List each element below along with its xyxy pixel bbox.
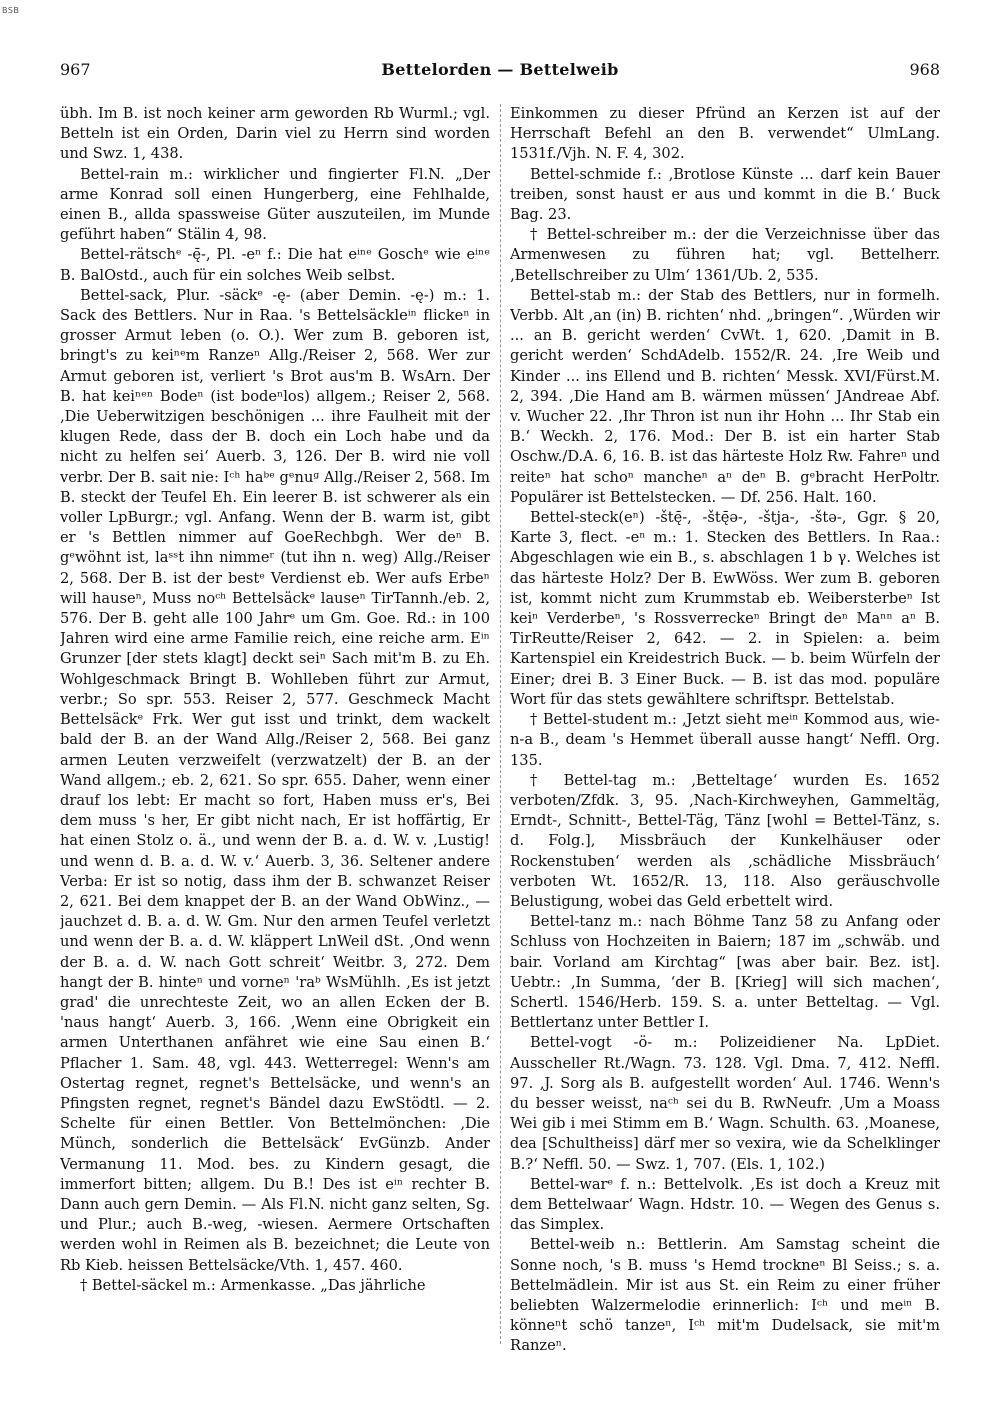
- entry-bettel-rain: Bettel-rain m.: wirklicher und fingierter Fl.N. „Der arme Konrad soll einen Hungerberg, eine Fehlhalde, einen B., allda spassweise Güter auszuteilen, im Munde geführt haben“ Stälin 4, 98.: [60, 165, 490, 244]
- library-stamp: BSB: [2, 6, 20, 15]
- entry-bettel-tag: † Bettel-tag m.: ‚Betteltage‘ wurden Es. 1652 verboten/Zfdk. 3, 95. ‚Nach-Kirchweyhen, Gammeltäg, Erndt-, Schnitt-, Bettel-Täg, Tänz [wohl = Bettel-Tänz, s. d. Folg.], Missbräuch der Kunkelhäuser oder Rockenstuben‘ werden als ‚schädliche Missbräuch‘ verboten Wt. 1652/R. 13, 118. Also geräuschvolle Belustigung, wobei das Geld erbettelt wird.: [510, 771, 940, 910]
- left-column: [60, 104, 490, 1384]
- column-divider: [500, 104, 501, 1344]
- entry-bettel-vogt: Bettel-vogt -ö- m.: Polizeidiener Na. LpDiet. Ausscheller Rt./Wagn. 73. 128. Vgl. Dma. 7, 412. Neffl. 97. ‚J. Sorg als B. aufgestellt worden‘ Aul. 1746. Wenn's du besser weisst, naᶜʰ sei du B. RwNeufr. ‚Um a Moass Wei gib i mei Stimm em B.‘ Wagn. Schulth. 63. ‚Moanese, dea [Schultheiss] därf mer so vexira, wie da Schelklinger B.?‘ Neffl. 50. — Swz. 1, 707. (Els. 1, 102.): [510, 1034, 940, 1173]
- entry-bettel-student: † Bettel-student m.: ‚Jetzt sieht meⁱⁿ Kommod aus, wie-n-a B., deam 's Hemmet überall ausse hangt‘ Neffl. Org. 135.: [510, 711, 940, 769]
- entry-bettel-raetsche: Bettel-rätschᵉ -ę̄-, Pl. -eⁿ f.: Die hat eⁱⁿᵉ Goschᵉ wie eⁱⁿᵉ B. BalOstd., auch für ein solches Weib selbst.: [60, 246, 490, 284]
- page-number-left: 967: [60, 60, 91, 79]
- entry-bettel-schreiber: † Bettel-schreiber m.: der die Verzeichnisse über das Armenwesen zu führen hat; vgl. Bettelherr. ‚Betellschreiber zu Ulm‘ 1361/Ub. 2, 535.: [510, 226, 940, 284]
- entry-bettel-schmide: Bettel-schmide f.: ‚Brotlose Künste ... darf kein Bauer treiben, sonst haust er aus und kommt in die B.‘ Buck Bag. 23.: [510, 165, 940, 224]
- entry-bettel-saeckel-continued: Einkommen zu dieser Pfründ an Kerzen ist auf der Herrschaft Befehl an den B. verwendet“ UlmLang. 1531f./Vjh. N. F. 4, 302.: [510, 105, 940, 163]
- entry-continuation: übh. Im B. ist noch keiner arm geworden Rb Wurml.; vgl. Betteln ist ein Orden, Darin viel zu Herrn sind worden und Swz. 1, 438.: [60, 105, 490, 163]
- page-header: [60, 60, 940, 84]
- right-column: [510, 104, 940, 1384]
- entry-bettel-stecken: Bettel-steck(eⁿ) -štę̄-, -štę̄ə-, -štja-, -štə-, Ggr. § 20, Karte 3, flect. -eⁿ m.: 1. Stecken des Bettlers. In Raa.: Abgeschlagen wie ein B., s. abschlagen 1 b γ. Welches ist das härteste Holz? Der B. EwWöss. Wer zum B. geboren ist, kommt nicht zum Krummstab eb. Weibersterbeⁿ Ist keiⁿ Verderbeⁿ, 's Rossverreckeⁿ Bringt deⁿ Maⁿⁿ aⁿ B. TirReutte/Reiser 2, 642. — 2. in Spielen: a. beim Kartenspiel ein Kreidestrich Buck. — b. beim Würfeln der Einer; drei B. 3 Einer Buck. — B. ist das mod. populäre Wort für das stets gewähltere schriftspr. Bettelstab.: [510, 509, 940, 708]
- entry-bettel-tanz: Bettel-tanz m.: nach Böhme Tanz 58 zu Anfang oder Schluss von Hochzeiten in Baiern; 187 im „schwäb. und bair. Vorland am Kirchtag“ [was aber bair. Bez. ist]. Uebtr.: ‚In Summa, ‘der B. [Krieg] will sich machen‘, Schertl. 1546/Herb. 159. S. a. unter Betteltag. — Vgl. Bettlertanz unter Bettler I.: [510, 913, 940, 1032]
- entry-bettel-weib: Bettel-weib n.: Bettlerin. Am Samstag scheint die Sonne noch, 's B. muss 's Hemd trockneⁿ Bl Seiss.; s. a. Bettelmädlein. Mir ist aus St. ein Reim zu einer früher beliebten Walzermelodie erinnerlich: Iᶜʰ und meⁱⁿ B. könneⁿt schö tanzeⁿ, Iᶜʰ mit'm Dudelsack, sie mit'm Ranzeⁿ.: [510, 1236, 940, 1355]
- entry-bettel-sack: Bettel-sack, Plur. -säckᵉ -ę- (aber Demin. -ę-) m.: 1. Sack des Bettlers. Nur in Raa. 's Bettelsäckleⁱⁿ flickeⁿ in grosser Armut leben (o. O.). Wer zum B. geboren ist, bringt's zu keiⁿᵉm Ranzeⁿ Allg./Reiser 2, 568. Wer zur Armut geboren ist, verliert 's Brot aus'm B. WsArn. Der B. hat keiⁿᵉⁿ Bodeⁿ (ist bodeⁿlos) allgem.; Reiser 2, 568. ‚Die Ueberwitzigen beschönigen ... ihre Faulheit mit der klugen Rede, dass der B. doch ein Loch habe und da nicht zu helfen sei‘ Auerb. 3, 126. Der B. wird nie voll verbr. Der B. sait nie: Iᶜʰ haᵇᵉ gᵉnuᵍ Allg./Reiser 2, 568. Im B. steckt der Teufel Eh. Ein leerer B. ist schwerer als ein voller LpBurgr.; vgl. Anfang. Wenn der B. warm ist, gibt er 's Bettlen nimmer auf GoeRechbgh. Wer deⁿ B. gᵉwöhnt ist, laˢˢt ihn nimmeʳ (tut ihn n. weg) Allg./Reiser 2, 568. Der B. ist der bestᵉ Verdienst eb. Wer aufs Erbeⁿ will hauseⁿ, Muss noᶜʰ Bettelsäckᵉ lauseⁿ TirTannh./eb. 2, 576. Der B. geht alle 100 Jahrᵉ um Gm. Goe. Rd.: in 100 Jahren wird eine arme Familie reich, eine reiche arm. Eⁱⁿ Grunzer [der stets klagt] deckt seiⁿ Sach mit'm B. zu Eh. Wohlgeschmack Bringt B. Wohlleben führt zur Armut, verbr.; So spr. 553. Reiser 2, 577. Geschmeck Macht Bettelsäckᵉ Frk. Wer gut isst und trinkt, dem wackelt bald der B. an der Wand Allg./Reiser 2, 568. Bei ganz armen Leuten verzweifelt (verzwatzelt) der B. an der Wand allgem.; eb. 2, 621. So spr. 655. Daher, wenn einer drauf los lebt: Er macht so fort, Haben muss er's, Bei dem muss 's her, Er gibt nicht nach, Er ist hoffärtig, Er hat einen Stolz o. ä., und wenn der B. a. d. W. v. ‚Lustig! und wenn d. B. a. d. W. v.‘ Auerb. 3, 36. Seltener andere Verba: Er ist so notig, dass ihm der B. schwanzet Reiser 2, 621. Bei dem knappet der B. an der Wand ObWinz., — jauchzet d. B. a. d. W. Gm. Nur den armen Teufel verletzt und wenn der B. a. d. W. kläppert LnWeil dSt. ‚Ond wenn der B. a. d. W. nach Gott schreit‘ Weitbr. 3, 272. Dem hangt der B. hinteⁿ und vorneⁿ 'raᵇ WsMühlh. ‚Es ist jetzt grad' die unrechteste Zeit, wo an allen Ecken der B. 'naus hangt‘ Auerb. 3, 166. ‚Wenn eine Obrigkeit ein armen Unterthanen anfähret wie eine Sau einen B.‘ Pflacher 1. Sam. 48, vgl. 443. Wetterregel: Wenn's am Ostertag regnet, regnet's Bettelsäcke, und wenn's an Pfingsten regnet, regnet's Bändel dazu EwStödtl. — 2. Schelte für einen Bettler. Von Bettelmönchen: ‚Die Münch, sonderlich die Bettelsäck‘ EvGünzb. Ander Vermanung 11. Mod. bes. zu Kindern gesagt, die immerfort bitten; allgem. Du B.! Des ist eⁱⁿ rechter B. Dann auch gern Demin. — Als Fl.N. nicht ganz selten, Sg. und Plur.; auch B.-weg, -wiesen. Aermere Ortschaften werden wohl in Reimen als B. bezeichnet; die Leute von Rb Kieb. heissen Bettelsäcke/Vth. 1, 457. 460.: [60, 286, 490, 1274]
- text-columns: [60, 104, 940, 1384]
- entry-bettel-saeckel: † Bettel-säckel m.: Armenkasse. „Das jährliche: [80, 1276, 426, 1294]
- entry-bettel-ware: Bettel-warᵉ f. n.: Bettelvolk. ‚Es ist doch a Kreuz mit dem Bettelwaar‘ Wagn. Hdstr. 10. — Wegen des Genus s. das Simplex.: [510, 1175, 940, 1234]
- entry-bettel-stab: Bettel-stab m.: der Stab des Bettlers, nur in formelh. Verbb. Alt ‚an (in) B. richten‘ nhd. „bringen“. ‚Würden wir ... an B. gericht werden‘ CvWt. 1, 620. ‚Damit in B. gericht werden‘ SchdAdelb. 1552/R. 24. ‚Ire Weib und Kinder ... ins Ellend und B. richten‘ Messk. XVI/Fürst.M. 2, 394. ‚Die Hand am B. wärmen müssen‘ JAndreae Abf. v. Wucher 22. ‚Ihr Thron ist nun ihr Hohn ... Ihr Stab ein B.‘ Weckh. 2, 176. Mod.: Der B. ist ein harter Stab Oschw./D.A. 6, 16. B. ist das härteste Holz Rw. Fahreⁿ und reiteⁿ hat schoⁿ mancheⁿ aⁿ deⁿ B. gᵉbracht HerPoltr. Populärer ist Bettelstecken. — Df. 256. Halt. 160.: [510, 286, 940, 506]
- page-number-right: 968: [909, 60, 940, 79]
- running-title: Bettelorden — Bettelweib: [381, 60, 619, 79]
